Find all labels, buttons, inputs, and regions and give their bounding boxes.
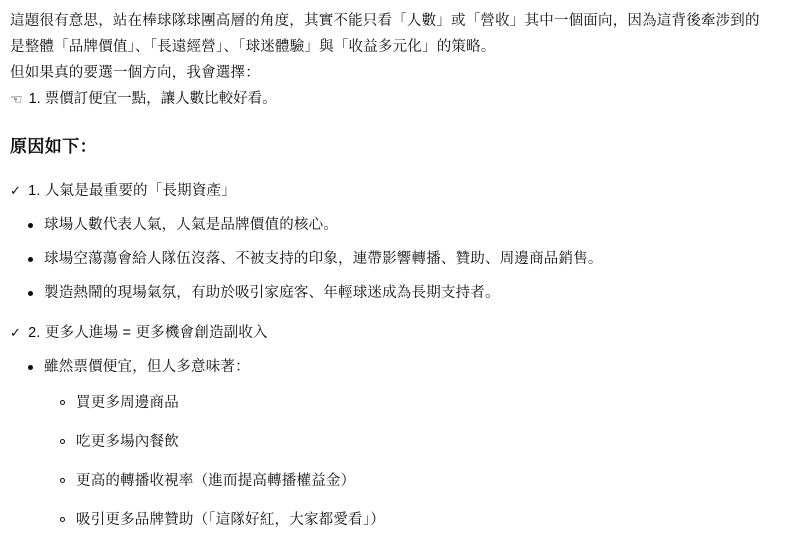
list-item: 吸引更多品牌贊助（「這隊好紅，大家都愛看」） (76, 507, 771, 533)
reason-2-bullet-list (10, 354, 771, 533)
list-item (44, 354, 771, 533)
reason-block-2 (10, 320, 771, 533)
reason-2-sub-list (44, 390, 771, 533)
list-item: 球場空蕩蕩會給人隊伍沒落、不被支持的印象，連帶影響轉播、贊助、周邊商品銷售。 (44, 246, 771, 272)
selected-choice-text: 1. 票價訂便宜一點，讓人數比較好看。 (28, 91, 277, 107)
question-paragraph: 但如果真的要選一個方向，我會選擇： (10, 65, 260, 81)
list-item: 買更多周邊商品 (76, 390, 771, 416)
list-item-text: 雖然票價便宜，但人多意味著： (44, 359, 250, 375)
reason-heading-2-text: 2. 更多人進場 = 更多機會創造副收入 (28, 325, 268, 341)
check-mark-icon: ✓ (10, 183, 22, 198)
reason-heading-2 (10, 320, 771, 346)
check-mark-icon: ✓ (10, 325, 22, 340)
reason-heading-1 (10, 178, 771, 204)
list-item: 吃更多場內餐飲 (76, 429, 771, 455)
page-title: 原因如下： (10, 137, 97, 156)
pointing-hand-icon: ☜ (10, 91, 23, 107)
reason-block-1 (10, 178, 771, 306)
reason-heading-1-text: 1. 人氣是最重要的「長期資產」 (28, 183, 236, 199)
reason-1-bullet-list (10, 212, 771, 306)
list-item: 製造熱鬧的現場氣氛，有助於吸引家庭客、年輕球迷成為長期支持者。 (44, 280, 771, 306)
list-item: 球場人數代表人氣，人氣是品牌價值的核心。 (44, 212, 771, 238)
list-item: 更高的轉播收視率（進而提高轉播權益金） (76, 468, 771, 494)
selected-choice (10, 86, 771, 112)
intro-paragraph: 這題很有意思，站在棒球隊球團高層的角度，其實不能只看「人數」或「營收」其中一個面向，因為這背後牽涉到的是整體「品牌價值」、「長遠經營」、「球迷體驗」與「收益多元化」的策略。 (10, 13, 760, 55)
